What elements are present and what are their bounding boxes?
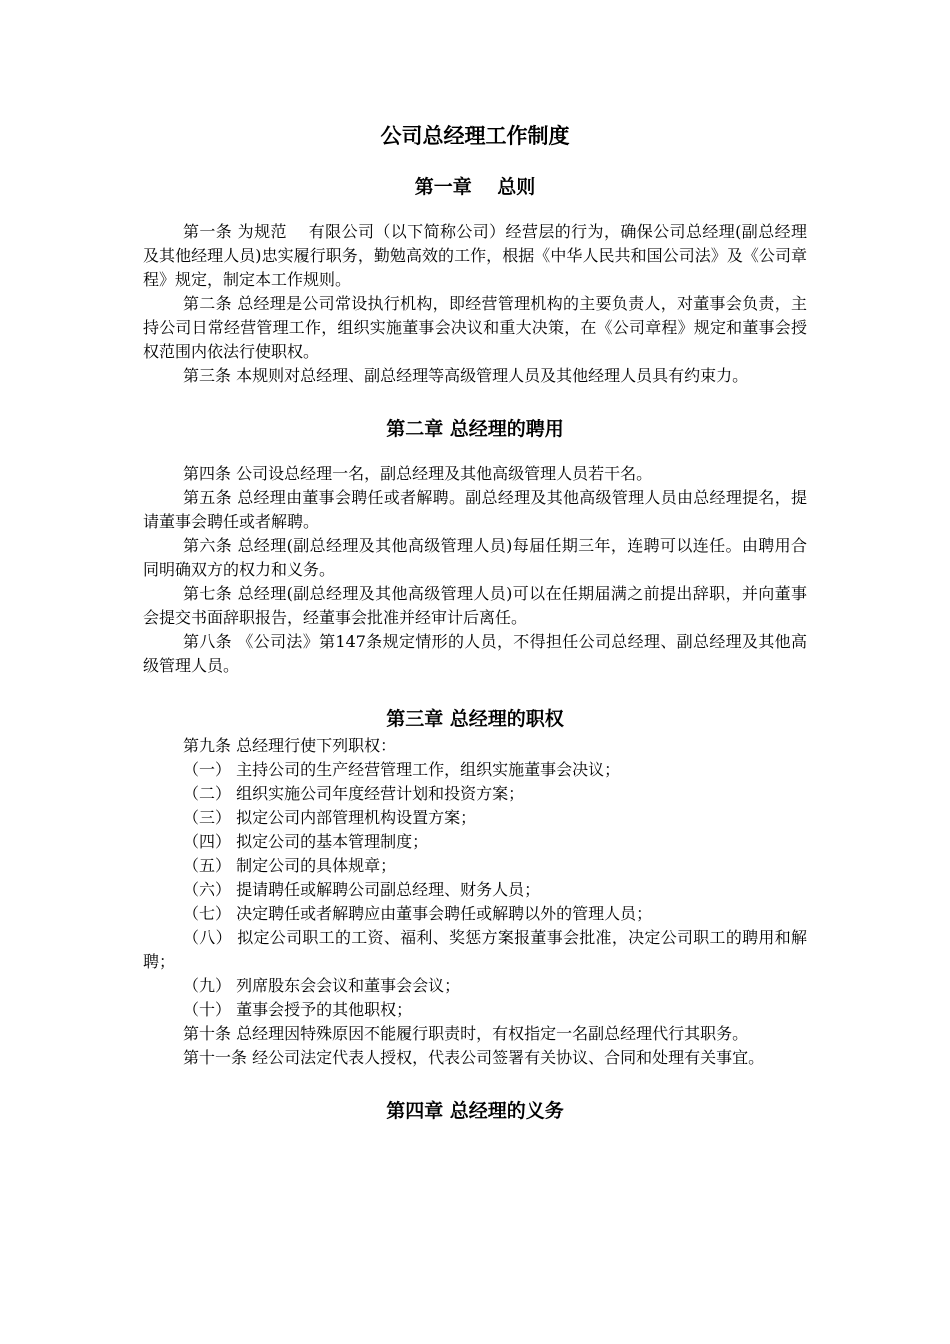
chapter-1 [143,172,807,388]
chapter-heading: 第二章 总经理的聘用 [386,418,564,440]
article-3: 第三条 本规则对总经理、副总经理等高级管理人员及其他经理人员具有约束力。 [183,366,749,385]
list-item: （一） 主持公司的生产经营管理工作，组织实施董事会决议； [183,760,621,779]
list-item: （十） 董事会授予的其他职权； [183,1000,413,1019]
list-item: （二） 组织实施公司年度经营计划和投资方案； [183,784,525,803]
chapter-3 [143,704,807,1070]
article-8: 第八条 《公司法》第147条规定情形的人员，不得担任公司总经理、副总经理及其他高级管理人员。 [143,632,807,675]
chapter-2 [143,414,807,678]
article-4: 第四条 公司设总经理一名，副总经理及其他高级管理人员若干名。 [183,464,653,483]
chapter-4 [143,1096,807,1126]
list-item: （三） 拟定公司内部管理机构设置方案； [183,808,477,827]
list-item: （七） 决定聘任或者解聘应由董事会聘任或解聘以外的管理人员； [183,904,653,923]
chapter-heading: 第一章 总则 [414,176,536,198]
article-6: 第六条 总经理(副总经理及其他高级管理人员)每届任期三年，连聘可以连任。由聘用合同明确双方的权力和义务。 [143,536,807,579]
chapter-heading: 第三章 总经理的职权 [386,708,564,730]
article-10: 第十条 总经理因特殊原因不能履行职责时，有权指定一名副总经理代行其职务。 [183,1024,749,1043]
article-9: 第九条 总经理行使下列职权： [183,736,397,755]
article-1: 第一条 为规范 有限公司（以下简称公司）经营层的行为，确保公司总经理(副总经理及其他经理人员)忠实履行职务，勤勉高效的工作，根据《中华人民共和国公司法》及《公司章程》规定，制定本工作规则。 [143,222,807,289]
list-item: （八） 拟定公司职工的工资、福利、奖惩方案报董事会批准，决定公司职工的聘用和解聘； [143,928,807,971]
article-5: 第五条 总经理由董事会聘任或者解聘。副总经理及其他高级管理人员由总经理提名，提请董事会聘任或者解聘。 [143,488,807,531]
list-item: （四） 拟定公司的基本管理制度； [183,832,429,851]
list-item: （九） 列席股东会会议和董事会会议； [183,976,461,995]
article-2: 第二条 总经理是公司常设执行机构，即经营管理机构的主要负责人，对董事会负责，主持公司日常经营管理工作，组织实施董事会决议和重大决策，在《公司章程》规定和董事会授权范围内依法行使职权。 [143,294,807,361]
article-7: 第七条 总经理(副总经理及其他高级管理人员)可以在任期届满之前提出辞职，并向董事会提交书面辞职报告，经董事会批准并经审计后离任。 [143,584,807,627]
list-item: （五） 制定公司的具体规章； [183,856,397,875]
document-title: 公司总经理工作制度 [380,124,570,148]
chapter-heading: 第四章 总经理的义务 [386,1100,564,1122]
article-11: 第十一条 经公司法定代表人授权，代表公司签署有关协议、合同和处理有关事宜。 [183,1048,765,1067]
document-page [143,118,807,1126]
list-item: （六） 提请聘任或解聘公司副总经理、财务人员； [183,880,541,899]
